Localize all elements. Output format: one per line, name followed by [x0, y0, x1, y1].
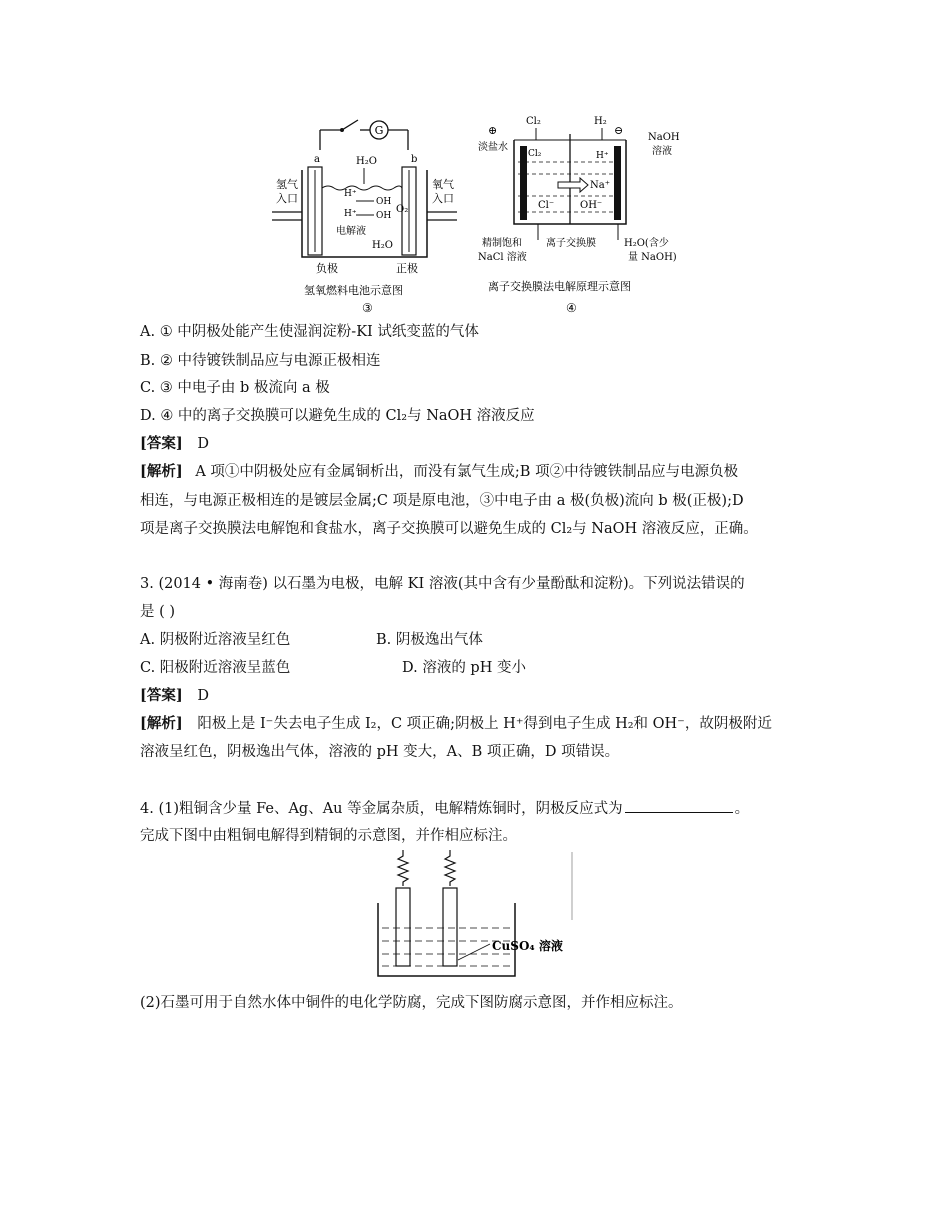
q4-stem-line-1 — [140, 798, 749, 819]
q2-analysis-line-1 — [140, 462, 738, 482]
svg-text:Cl₂: Cl₂ — [528, 149, 542, 159]
svg-text:OH: OH — [376, 197, 392, 207]
q3-analysis-line-1 — [140, 714, 772, 734]
svg-text:NaCl 溶液: NaCl 溶液 — [478, 252, 527, 263]
svg-text:H⁺: H⁺ — [596, 151, 609, 161]
q4-stem-line-3: (2)石墨可用于自然水体中铜件的电化学防腐，完成下图防腐示意图，并作相应标注。 — [140, 995, 683, 1011]
svg-text:离子交换膜: 离子交换膜 — [546, 238, 596, 249]
cuso4-label: CuSO₄ 溶液 — [492, 939, 563, 953]
svg-text:电解液: 电解液 — [336, 226, 366, 237]
svg-text:H⁺: H⁺ — [344, 189, 357, 199]
svg-text:Na⁺: Na⁺ — [590, 180, 610, 191]
q2-analysis-line-2: 相连，与电源正极相连的是镀层金属;C 项是原电池，③中电子由 a 极(负极)流向 b 极(正极);D — [140, 493, 744, 509]
svg-text:Cl⁻: Cl⁻ — [538, 200, 555, 211]
svg-text:氢氧燃料电池示意图: 氢氧燃料电池示意图 — [304, 284, 403, 297]
q3-stem-line-1: 3. (2014 • 海南卷) 以石墨为电极，电解 KI 溶液(其中含有少量酚酞和淀粉)。下列说法错误的 — [140, 576, 745, 592]
analysis-label: [解析] — [140, 463, 183, 480]
svg-text:OH: OH — [376, 211, 392, 221]
q4-stem-line-2: 完成下图中由粗铜电解得到精铜的示意图，并作相应标注。 — [140, 828, 517, 844]
svg-text:H₂: H₂ — [594, 116, 607, 127]
svg-text:入口: 入口 — [276, 192, 298, 205]
q2-answer — [140, 434, 209, 454]
answer-label: [答案] — [140, 435, 183, 452]
svg-text:正极: 正极 — [396, 262, 418, 275]
analysis-text: A 项①中阴极处应有金属铜析出，而没有氯气生成;B 项②中待镀铁制品应与电源负极 — [195, 464, 739, 480]
svg-text:NaOH: NaOH — [648, 132, 680, 143]
q2-option-d: D. ④ 中的离子交换膜可以避免生成的 Cl₂与 NaOH 溶液反应 — [140, 408, 535, 424]
answer-blank[interactable] — [625, 798, 733, 813]
svg-text:负极: 负极 — [316, 262, 338, 275]
q2-option-c: C. ③ 中电子由 b 极流向 a 极 — [140, 380, 330, 396]
q3-option-a: A. 阴极附近溶液呈红色 — [140, 632, 291, 648]
svg-text:H⁺: H⁺ — [344, 209, 357, 219]
svg-text:量 NaOH): 量 NaOH) — [628, 252, 677, 263]
svg-text:离子交换膜法电解原理示意图: 离子交换膜法电解原理示意图 — [488, 280, 631, 293]
svg-text:H₂O(含少: H₂O(含少 — [624, 238, 669, 249]
svg-text:Cl₂: Cl₂ — [526, 116, 541, 127]
svg-text:OH⁻: OH⁻ — [580, 200, 603, 211]
q4-stem-text: 4. (1)粗铜含少量 Fe、Ag、Au 等金属杂质，电解精炼铜时，阴极反应式为 — [140, 801, 623, 817]
q3-option-d: D. 溶液的 pH 变小 — [402, 660, 526, 676]
q2-analysis-line-3: 项是离子交换膜法电解饱和食盐水，离子交换膜可以避免生成的 Cl₂与 NaOH 溶液反应，正确。 — [140, 521, 758, 537]
svg-text:入口: 入口 — [432, 192, 454, 205]
svg-text:b: b — [411, 154, 418, 165]
fuel-cell-diagram — [272, 112, 472, 322]
q3-stem-line-2: 是 ( ) — [140, 604, 176, 620]
svg-text:③: ③ — [362, 301, 373, 315]
svg-text:氧气: 氧气 — [432, 178, 454, 191]
svg-text:④: ④ — [566, 301, 577, 315]
answer-label: [答案] — [140, 687, 183, 704]
q4-stem-end: 。 — [734, 801, 750, 817]
q2-option-b: B. ② 中待镀铁制品应与电源正极相连 — [140, 353, 381, 369]
svg-text:淡盐水: 淡盐水 — [478, 142, 508, 153]
q3-analysis-line-2: 溶液呈红色，阴极逸出气体，溶液的 pH 变大，A、B 项正确，D 项错误。 — [140, 744, 620, 760]
analysis-text: 阳极上是 I⁻失去电子生成 I₂，C 项正确;阴极上 H⁺得到电子生成 H₂和 OH⁻，故阴极附近 — [197, 716, 772, 732]
ion-membrane-diagram — [478, 112, 693, 322]
analysis-label: [解析] — [140, 715, 183, 732]
answer-value: D — [197, 688, 209, 704]
q2-option-a: A. ① 中阴极处能产生使湿润淀粉-KI 试纸变蓝的气体 — [140, 324, 479, 340]
svg-text:O₂: O₂ — [396, 204, 409, 215]
answer-value: D — [197, 436, 209, 452]
q3-option-c: C. 阳极附近溶液呈蓝色 — [140, 660, 291, 676]
svg-text:H₂O: H₂O — [356, 156, 377, 167]
q3-option-b: B. 阴极逸出气体 — [376, 632, 483, 648]
svg-text:G: G — [374, 124, 384, 137]
copper-refining-diagram — [370, 848, 585, 983]
q3-answer — [140, 686, 209, 706]
svg-text:氢气: 氢气 — [276, 178, 298, 191]
svg-text:a: a — [314, 154, 320, 165]
svg-text:⊖: ⊖ — [614, 124, 624, 137]
svg-text:精制饱和: 精制饱和 — [482, 238, 522, 249]
svg-text:H₂O: H₂O — [372, 240, 393, 251]
svg-text:溶液: 溶液 — [652, 146, 672, 157]
svg-text:⊕: ⊕ — [488, 124, 498, 137]
